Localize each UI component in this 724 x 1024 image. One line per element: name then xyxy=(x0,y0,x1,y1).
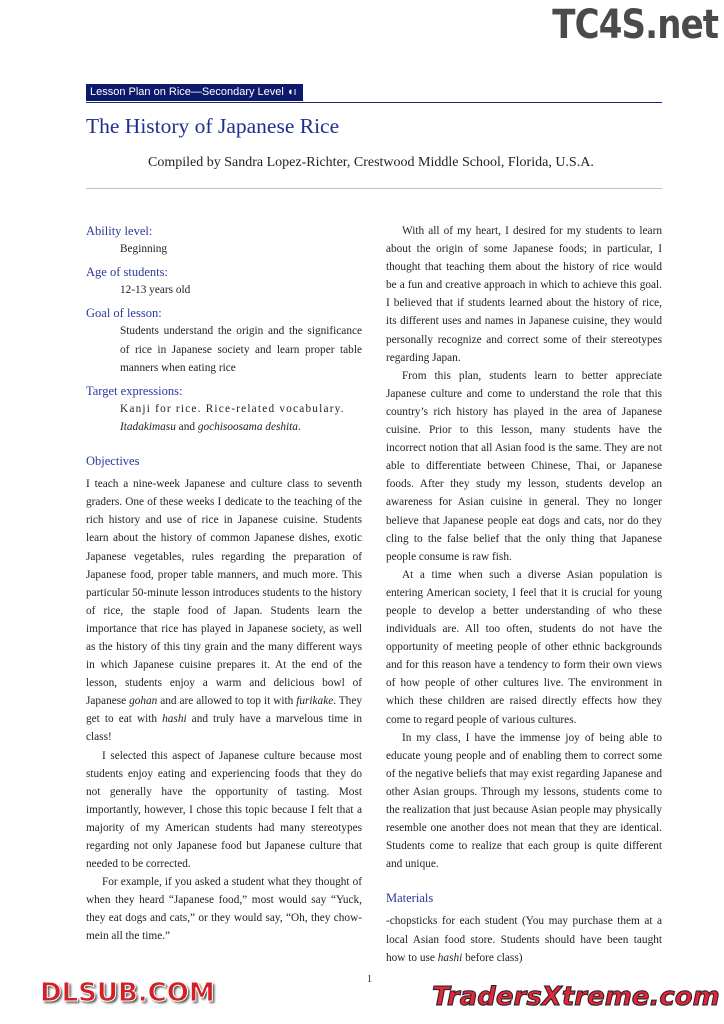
header-rule xyxy=(86,102,662,103)
title-separator xyxy=(86,188,662,189)
byline: Compiled by Sandra Lopez-Richter, Crestwood Middle School, Florida, U.S.A. xyxy=(148,155,594,170)
paragraph: For example, if you asked a student what they thought of when they heard “Japanese food,” most would say “Yuck, they eat dogs and cats,” or they would say, “Oh, they chow-mein all the time.” xyxy=(86,876,362,943)
italic-term: hashi xyxy=(162,713,187,726)
paragraph: I selected this aspect of Japanese culture because most students enjoy eating and experiencing foods that they do not generally have the opportunity of tasting. Most importantly, however, I chose this topic because I felt that a majority of my American students had many stereotypes regarding not only Japanese food but Japanese culture that needed to be corrected. xyxy=(86,749,362,871)
paragraph: With all of my heart, I desired for my students to learn about the origin of some Japanese foods; in particular, I thought that teaching them about the history of rice would be a fun and creative approach in which to achieve this goal. I believed that if students learned about the history of rice, its different uses and names in Japanese cuisine, they would personally recognize and correct some of their stereotypes regarding Japan. xyxy=(386,225,662,364)
ability-level-value: Beginning xyxy=(120,243,168,256)
italic-term: furikake xyxy=(296,695,334,708)
age-label: Age of students: xyxy=(86,265,168,280)
text: before class) xyxy=(462,951,523,964)
page-number: 1 xyxy=(367,974,372,985)
materials-item xyxy=(386,912,662,966)
target-expressions-label: Target expressions: xyxy=(86,383,183,398)
watermark-logo: TradersXtreme.com xyxy=(432,982,720,1012)
text: I teach a nine-week Japanese and culture class to seventh graders. One of these weeks I dedicate to the teaching of the rich history and use of rice in Japanese cuisine. Students learn about the history of common Japanese dishes, exotic Japanese vegetables, rules regarding the preparation of Japanese food, proper table manners, and much more. This particular 50-minute lesson introduces students to the history of rice, the staple food of Japan. Students learn the importance that rice has played in Japanese society, as well as the history of this tiny grain and the many different ways in which Japanese cuisine prepares it. At the end of the lesson, students enjoy a warm and delicious bowl of Japanese xyxy=(86,478,362,708)
rice-grain-icon: ◖ı xyxy=(286,86,297,98)
target-expressions-value xyxy=(86,400,362,418)
watermark-logo: TC4S.net xyxy=(552,2,718,48)
paragraph: From this plan, students learn to better appreciate Japanese culture and come to understand the role that this country’s rich history has played in the area of Japanese cuisine. Prior to this lesson, many students have the incorrect notion that all Asian food is the same. They are not able to differentiate between Chinese, Thai, or Japanese foods. After they study my lesson, students develop an awareness for Asian cuisine in general. They no longer believe that Japanese people eat dogs and cats, nor do they cling to the false belief that the only thing that Japanese people consume is raw fish. xyxy=(386,369,662,563)
materials-heading: Materials xyxy=(386,891,434,906)
age-value: 12-13 years old xyxy=(120,284,191,297)
series-label: Lesson Plan on Rice—Secondary Level xyxy=(90,86,284,98)
target-expressions-value-2 xyxy=(86,418,362,436)
text: and truly have a marvelous time in class! xyxy=(86,713,362,744)
text: and are allowed to top it with xyxy=(157,695,297,708)
punct: . xyxy=(297,420,301,433)
goal-label: Goal of lesson: xyxy=(86,306,162,321)
paragraph: At a time when such a diverse Asian population is entering American society, I feel that it is crucial for young people to develop a better understanding of who these individuals are. All too often, students do not have the opportunity of meeting people of other ethnic backgrounds and for this reason have a tendency to form their own views of how people of other cultures live. The environment in which these children are raised directly effects how they come to regard people of various cultures. xyxy=(386,568,662,726)
objectives-heading: Objectives xyxy=(86,454,140,469)
left-column xyxy=(86,222,362,946)
text: -chopsticks for each student (You may purchase them at a local Asian food store. Students should have been taught how to use xyxy=(386,915,662,964)
right-column xyxy=(386,222,662,967)
target-text: Kanji for rice. Rice-related vocabulary. xyxy=(120,402,345,415)
page-title: The History of Japanese Rice xyxy=(86,114,340,138)
conjunction: and xyxy=(175,420,198,433)
italic-term: gohan xyxy=(129,695,158,708)
italic-term: hashi xyxy=(437,951,463,964)
goal-value: Students understand the origin and the significance of rice in Japanese society and learn proper table manners when eating rice xyxy=(120,325,362,374)
watermark-logo: DLSUB.COM xyxy=(40,978,215,1008)
italic-term: Itadakimasu xyxy=(120,420,176,433)
paragraph: In my class, I have the immense joy of being able to educate young people and of enabling them to correct some of the negative beliefs that may exist regarding Japanese and other Asian groups. Through my lessons, students come to the realization that just because Asian people may physically resemble one another does not mean that they are identical. Students come to realize that each group is quite different and unique. xyxy=(386,731,662,871)
ability-level-label: Ability level: xyxy=(86,224,153,238)
series-header-bar xyxy=(86,84,303,101)
italic-term: gochisoosama deshita xyxy=(197,420,298,433)
paragraph xyxy=(86,475,362,746)
text: . They get to eat with xyxy=(86,695,362,726)
